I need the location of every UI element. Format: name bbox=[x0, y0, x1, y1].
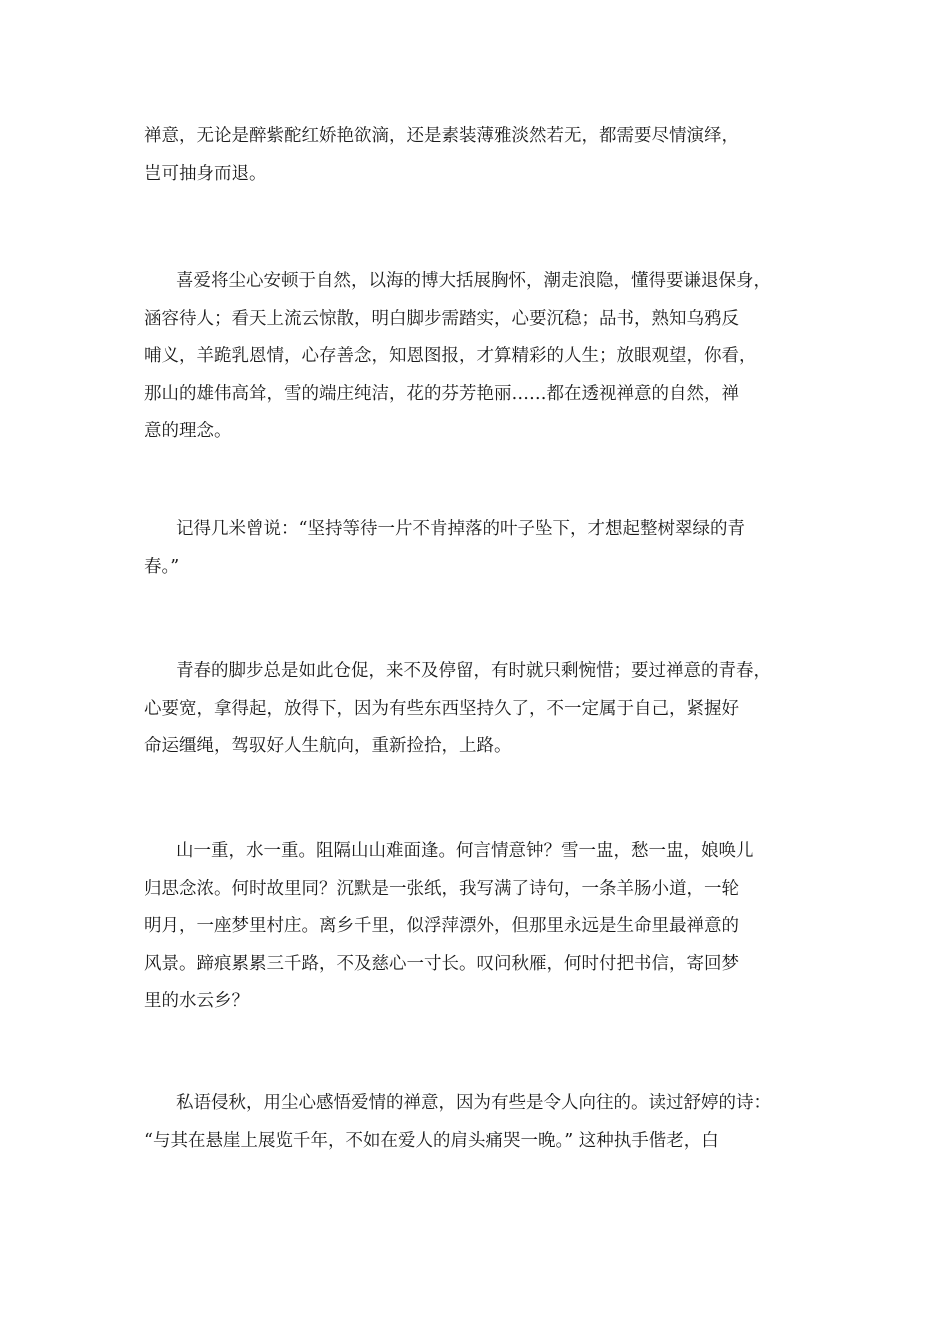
paragraph-line: 心要宽，拿得起，放得下，因为有些东西坚持久了，不一定属于自己，紧握好 bbox=[144, 698, 739, 719]
paragraph-line: 春。” bbox=[144, 556, 180, 577]
paragraph-6 bbox=[144, 1085, 814, 1160]
paragraph-line: 哺义，羊跪乳恩情，心存善念，知恩图报，才算精彩的人生；放眼观望，你看， bbox=[144, 346, 757, 366]
paragraph-line: 青春的脚步总是如此仓促，来不及停留，有时就只剩惋惜；要过禅意的青春， bbox=[176, 661, 771, 681]
paragraph-line: 那山的雄伟高耸，雪的端庄纯洁，花的芬芳艳丽……都在透视禅意的自然，禅 bbox=[144, 383, 739, 404]
paragraph-line: 涵容待人；看天上流云惊散，明白脚步需踏实，心要沉稳；品书，熟知乌鸦反 bbox=[144, 308, 739, 329]
paragraph-line: 归思念浓。何时故里同？沉默是一张纸，我写满了诗句，一条羊肠小道，一轮 bbox=[144, 878, 739, 899]
paragraph-4 bbox=[144, 653, 814, 766]
paragraph-line: 禅意，无论是醉紫酡红娇艳欲滴，还是素装薄雅淡然若无，都需要尽情演绎， bbox=[144, 126, 739, 146]
paragraph-3 bbox=[144, 511, 814, 586]
paragraph-line: 喜爱将尘心安顿于自然，以海的博大括展胸怀，潮走浪隐，懂得要谦退保身， bbox=[176, 271, 771, 291]
paragraph-5 bbox=[144, 833, 814, 1021]
paragraph-line: 意的理念。 bbox=[144, 421, 232, 441]
paragraph-1 bbox=[144, 118, 814, 193]
paragraph-2 bbox=[144, 263, 814, 488]
paragraph-line: “与其在悬崖上展览千年，不如在爱人的肩头痛哭一晚。” 这种执手偕老，白 bbox=[144, 1130, 719, 1151]
paragraph-line: 明月，一座梦里村庄。离乡千里，似浮萍漂外，但那里永远是生命里最禅意的 bbox=[144, 916, 739, 936]
paragraph-line: 里的水云乡？ bbox=[144, 991, 249, 1011]
paragraph-line: 岂可抽身而退。 bbox=[144, 163, 267, 184]
paragraph-line: 风景。蹄痕累累三千路，不及慈心一寸长。叹问秋雁，何时付把书信，寄回梦 bbox=[144, 953, 739, 974]
paragraph-line: 命运缰绳，驾驭好人生航向，重新捡拾，上路。 bbox=[144, 736, 512, 756]
paragraph-line bbox=[144, 451, 814, 489]
paragraph-line: 私语侵秋，用尘心感悟爱情的禅意，因为有些是令人向往的。读过舒婷的诗： bbox=[176, 1093, 771, 1113]
paragraph-line: 记得几米曾说：“坚持等待一片不肯掉落的叶子坠下，才想起整树翠绿的青 bbox=[176, 519, 745, 539]
paragraph-line: 山一重，水一重。阻隔山山难面逢。何言情意钟？雪一盅，愁一盅，娘唤儿 bbox=[176, 841, 754, 861]
